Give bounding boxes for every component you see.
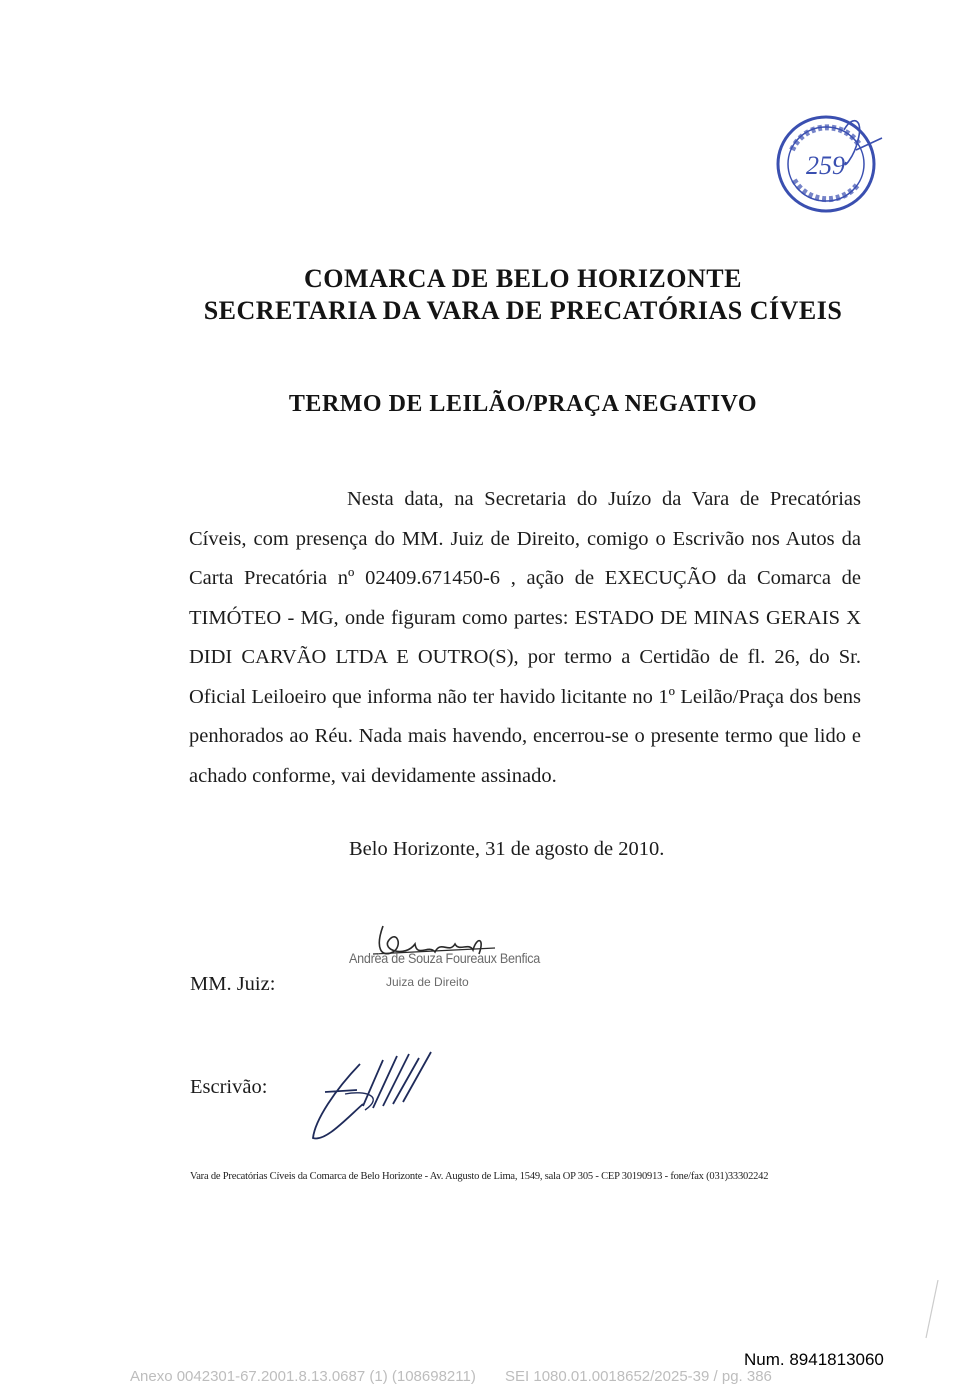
document-title: TERMO DE LEILÃO/PRAÇA NEGATIVO [288, 391, 758, 417]
clerk-signature [305, 1050, 455, 1150]
header-line-1: COMARCA DE BELO HORIZONTE [304, 264, 742, 293]
judge-name: Andréa de Souza Foureaux Benfica [349, 950, 540, 966]
judge-title: Juiza de Direito [386, 975, 469, 989]
footer-address: Vara de Precatórias Cíveis da Comarca de Belo Horizonte - Av. Augusto de Lima, 1549, sala OP 305 - CEP 30190913 - fone/fax (031)33302242 [190, 1171, 769, 1182]
clerk-label: Escrivão: [190, 1076, 268, 1098]
document-number: Num. 8941813060 [744, 1350, 884, 1369]
stamp-ring-text: SECRETARIA [772, 110, 779, 111]
annex-reference: Anexo 0042301-67.2001.8.13.0687 (1) (108698211) SEI 1080.01.0018652/2025-39 / pg. 386 [130, 1368, 772, 1385]
judge-label: MM. Juiz: [190, 973, 276, 995]
body-text: Nesta data, na Secretaria do Juízo da Vara de Precatórias Cíveis, com presença do MM. Juiz de Direito, comigo o Escrivão nos Autos da Carta Precatória nº 02409.671450-6 , ação de EXECUÇÃO da Comarca de TIMÓTEO - MG, onde figuram como partes: ESTADO DE MINAS GERAIS X DIDI CARVÃO LTDA E OUTRO(S), por termo a Certidão de fl. 26, do Sr. Oficial Leiloeiro que informa não ter havido licitante no 1º Leilão/Praça dos bens penhorados ao Réu. Nada mais havendo, encerrou-se o presente termo que lido e achado conforme, vai devidamente assinado. [189, 488, 861, 787]
body-paragraph [189, 480, 861, 796]
header-line-2: SECRETARIA DA VARA DE PRECATÓRIAS CÍVEIS [203, 296, 843, 325]
stamp-number: 259 [806, 151, 845, 180]
page-edge-mark [920, 1280, 940, 1340]
secretaria-stamp [772, 110, 884, 215]
date-line: Belo Horizonte, 31 de agosto de 2010. [349, 838, 665, 860]
